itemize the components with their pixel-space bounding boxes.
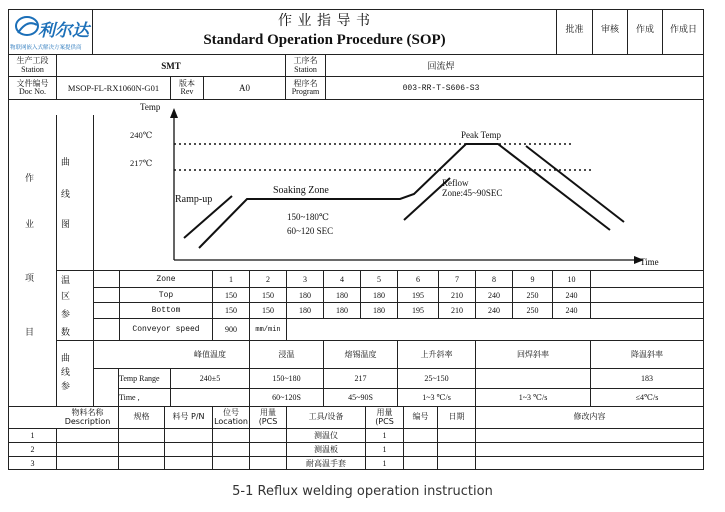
author-date-label: 作成日 <box>669 24 697 35</box>
doc-number: MSOP-FL-RX1060N-G01 <box>67 83 160 93</box>
approve-label: 批准 <box>565 24 584 35</box>
material-tool-qty: 1 <box>382 431 387 440</box>
param-time: 60~120S <box>272 393 301 402</box>
param-temp-range: 240±5 <box>199 374 221 383</box>
zone-number: 9 <box>530 274 535 284</box>
curve-chart-label <box>57 115 93 270</box>
cooling-arrow <box>526 146 624 222</box>
zone-top-value: 240 <box>565 290 578 300</box>
work-item-char-3: 项 <box>25 274 35 284</box>
process-label-cn: 工序名 <box>293 56 318 66</box>
station-label <box>9 55 56 76</box>
logo-text: 利尔达 <box>38 21 89 41</box>
zone-bottom-value: 180 <box>336 306 348 315</box>
peak-temp-label: Peak Temp <box>461 130 501 140</box>
zone-bottom-value: 195 <box>412 306 424 315</box>
rev-label-cn: 版本 <box>179 78 195 88</box>
zone-bottom-value: 240 <box>565 306 578 315</box>
work-item-char-2: 业 <box>25 220 35 230</box>
material-row-number: 1 <box>30 431 35 440</box>
chart-y-label: Temp <box>140 102 161 112</box>
materials-header-cell: 物料名称 Description <box>64 408 111 426</box>
materials-header-cell: 修改内容 <box>573 412 606 422</box>
zone-bottom-value: 180 <box>373 306 385 315</box>
param-column-header: 降温斜率 <box>631 350 663 359</box>
title-chinese: 作 业 指 导 书 <box>278 14 371 29</box>
program-label-en: Program <box>291 87 320 96</box>
param-time <box>171 389 249 406</box>
zone-top-value: 195 <box>412 290 424 300</box>
param-time: 45~90S <box>348 393 373 402</box>
temp-zone-label <box>57 271 93 340</box>
material-tool: 测温仪 <box>314 431 338 440</box>
rev-value: A0 <box>239 83 250 93</box>
param-label-char-1: 曲 <box>61 354 71 364</box>
zone-label-char-3: 参 <box>61 310 71 320</box>
param-column-header: 回焊斜率 <box>517 350 549 359</box>
param-column-header: 峰值温度 <box>194 350 226 359</box>
reflow-profile-chart <box>94 100 704 270</box>
chart-x-label: Time <box>640 257 659 267</box>
zone-top-value: 150 <box>225 290 237 300</box>
materials-header-cell: 工具/设备 <box>308 412 344 422</box>
materials-header-cell: 日期 <box>448 412 465 422</box>
materials-header-cell: 位号 Location <box>214 408 248 426</box>
zone-number: 3 <box>303 274 307 284</box>
station-value: SMT <box>161 60 181 71</box>
zone-label-char-1: 温 <box>61 276 71 286</box>
param-column-header: 上升斜率 <box>420 350 453 359</box>
param-time: 1~3 ℃/s <box>422 393 451 402</box>
param-time: ≤4℃/s <box>635 393 659 402</box>
material-tool-qty: 1 <box>382 458 387 468</box>
station-label-cn: 生产工段 <box>16 56 49 66</box>
conveyor-speed-value: 900 <box>225 325 237 334</box>
materials-header-cell: 用量 (PCS <box>375 408 394 426</box>
zone-number: 7 <box>455 274 459 284</box>
review-label: 审核 <box>600 24 619 35</box>
param-temp-range: 25~150 <box>424 374 449 383</box>
program-value: 003-RR-T-S606-S3 <box>402 83 480 93</box>
zone-number: 10 <box>567 274 576 284</box>
param-temp-range: 183 <box>641 374 653 383</box>
param-column-header: 浸温 <box>278 350 295 359</box>
zone-top-value: 180 <box>336 290 348 300</box>
process-value: 回流焊 <box>427 62 455 72</box>
materials-header-cell: 编号 <box>412 412 429 422</box>
zone-number: 8 <box>492 274 496 284</box>
top-header: Top <box>158 290 174 300</box>
rev-label-en: Rev <box>180 87 194 96</box>
zone-number: 4 <box>340 274 344 284</box>
work-item-char-4: 目 <box>25 328 35 338</box>
param-label-char-2: 线 <box>61 368 71 378</box>
company-logo <box>10 11 90 53</box>
logo-subtitle: 物联网嵌入式解决方案提供商 <box>10 45 82 51</box>
curve-label-char-1: 曲 <box>61 158 71 168</box>
zone-top-value: 250 <box>526 290 539 300</box>
param-column-header: 熔锡温度 <box>344 350 377 359</box>
zone-top-value: 180 <box>299 290 311 300</box>
curve-label-char-2: 线 <box>61 190 71 200</box>
materials-header-cell: 料号 P/N <box>172 412 205 422</box>
zone-top-value: 210 <box>451 290 463 300</box>
zone-top-value: 240 <box>488 290 500 300</box>
param-temp-range: 150~180 <box>272 374 301 383</box>
zone-number: 5 <box>377 274 381 284</box>
zone-number: 1 <box>229 274 233 284</box>
soak-temp-label: 150~180℃ <box>287 212 329 222</box>
profile-curve <box>199 144 610 248</box>
zone-label-char-4: 数 <box>61 328 71 338</box>
material-tool: 测温板 <box>314 445 338 454</box>
program-label-cn: 程序名 <box>293 78 318 88</box>
soaking-zone-label: Soaking Zone <box>273 185 329 196</box>
curve-param-label <box>57 341 93 406</box>
materials-header-cell: 用量 (PCS <box>258 408 278 426</box>
chart-ytick-240: 240℃ <box>130 130 153 140</box>
zone-header: Zone <box>156 274 176 284</box>
zone-bottom-value: 150 <box>262 306 274 315</box>
zone-label-char-2: 区 <box>61 292 71 302</box>
zone-bottom-value: 240 <box>488 306 500 315</box>
zone-bottom-value: 210 <box>451 306 463 315</box>
rev-label <box>171 77 203 99</box>
material-row-number: 3 <box>30 458 35 468</box>
param-temp-range <box>476 369 590 388</box>
program-label <box>286 77 325 99</box>
conveyor-speed-unit: mm/min <box>255 325 281 334</box>
doc-label <box>9 77 56 99</box>
reflow-zone-label: Zone:45~90SEC <box>442 188 503 198</box>
soak-time-label: 60~120 SEC <box>287 226 334 236</box>
zone-top-value: 150 <box>262 290 274 300</box>
conveyor-header: Conveyor speed <box>132 325 200 334</box>
zone-number: 6 <box>416 274 420 284</box>
process-label <box>286 55 325 76</box>
param-label-char-3: 参 <box>61 382 71 392</box>
zone-bottom-value: 250 <box>526 306 539 315</box>
zone-bottom-value: 150 <box>225 306 237 315</box>
ramp-up-label: Ramp-up <box>175 194 213 205</box>
doc-label-cn: 文件编号 <box>16 78 49 88</box>
temp-range-label: Temp Range <box>119 373 160 383</box>
zone-number: 2 <box>266 274 270 284</box>
material-tool-qty: 1 <box>382 445 387 454</box>
chart-y-arrow <box>170 108 178 118</box>
doc-label-en: Doc No. <box>18 87 47 96</box>
work-item-label <box>9 115 56 406</box>
station-label-en: Station <box>21 64 44 74</box>
curve-label-char-3: 图 <box>61 220 71 230</box>
work-item-char-1: 作 <box>25 174 35 184</box>
reflow-label: Reflow <box>442 178 469 188</box>
process-label-en: Station <box>294 64 317 74</box>
materials-header-cell: 规格 <box>133 412 150 422</box>
chart-ytick-217: 217℃ <box>130 158 153 168</box>
material-row-number: 2 <box>30 445 35 454</box>
author-label: 作成 <box>635 24 654 35</box>
title-english: Standard Operation Procedure (SOP) <box>203 31 446 48</box>
bottom-header: Bottom <box>151 306 181 315</box>
material-tool: 耐高温手套 <box>306 458 346 468</box>
figure-caption: 5-1 Reflux welding operation instruction <box>232 483 493 499</box>
param-time: 1~3 ℃/s <box>518 393 548 402</box>
zone-bottom-value: 180 <box>299 306 311 315</box>
time-label: Time , <box>119 393 140 402</box>
zone-top-value: 180 <box>373 290 385 300</box>
param-temp-range: 217 <box>354 374 367 383</box>
